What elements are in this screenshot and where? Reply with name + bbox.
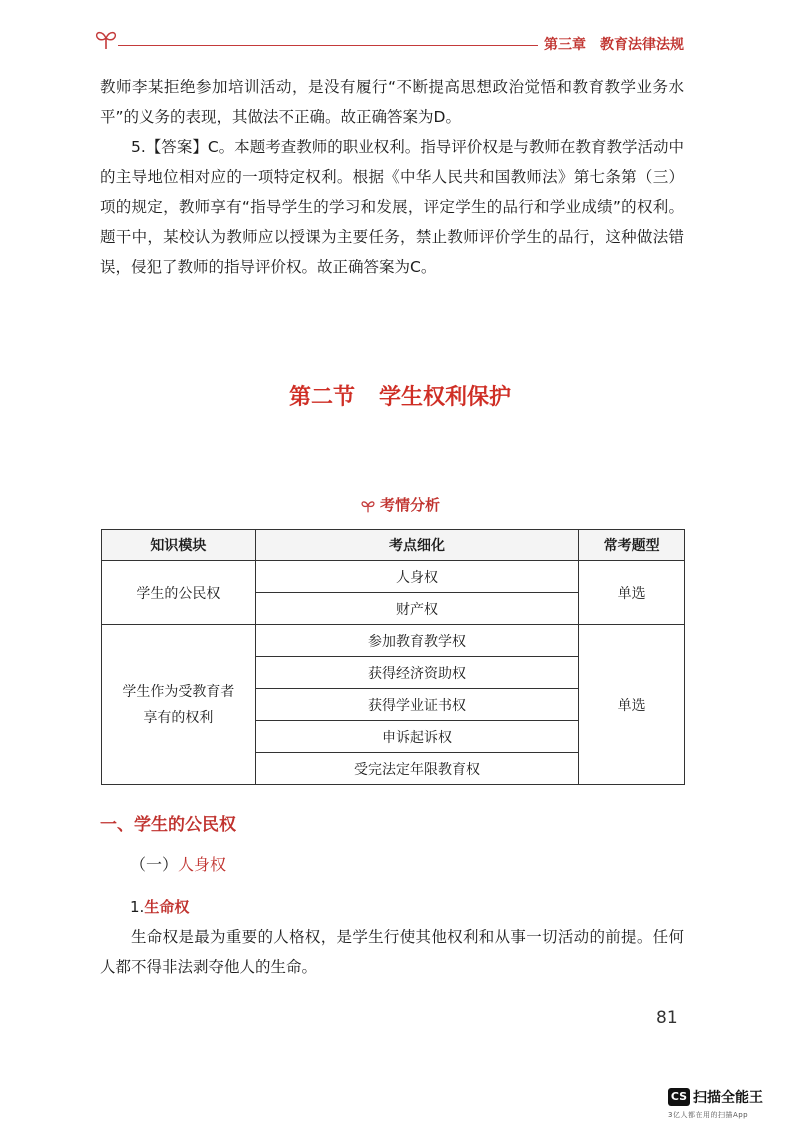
paragraph-1: 教师李某拒绝参加培训活动，是没有履行“不断提高思想政治觉悟和教育教学业务水平”的义务的表现，其做法不正确。故正确答案为D。 bbox=[100, 78, 684, 126]
module-cell: 学生的公民权 bbox=[102, 561, 256, 625]
point-cell: 受完法定年限教育权 bbox=[255, 753, 578, 785]
chapter-title: 第三章 教育法律法规 bbox=[544, 37, 684, 53]
type-cell: 单选 bbox=[579, 625, 685, 785]
paragraph-3: 生命权是最为重要的人格权，是学生行使其他权利和从事一切活动的前提。任何人都不得非法剥夺他人的生命。 bbox=[100, 928, 684, 976]
header-rule bbox=[118, 45, 538, 46]
table-row bbox=[102, 625, 685, 657]
point-cell: 人身权 bbox=[255, 561, 578, 593]
scanner-tagline: 3亿人都在用的扫描App bbox=[668, 1110, 749, 1119]
heading-level-1: 一、学生的公民权 bbox=[100, 815, 236, 835]
table-header-row bbox=[102, 530, 685, 561]
heading-number: 1. bbox=[130, 898, 145, 916]
point-cell: 参加教育教学权 bbox=[255, 625, 578, 657]
type-cell: 单选 bbox=[579, 561, 685, 625]
heading-label: 生命权 bbox=[144, 898, 190, 916]
heading-paren: （一） bbox=[130, 855, 179, 874]
page-number: 81 bbox=[656, 1008, 678, 1028]
section-name: 学生权利保护 bbox=[379, 385, 512, 410]
point-cell: 获得学业证书权 bbox=[255, 689, 578, 721]
heading-level-3 bbox=[130, 896, 189, 917]
point-cell: 获得经济资助权 bbox=[255, 657, 578, 689]
scanner-watermark bbox=[668, 1086, 788, 1120]
scanner-name: 扫描全能王 bbox=[693, 1089, 763, 1106]
sprout-icon bbox=[360, 499, 376, 513]
analysis-table bbox=[101, 529, 685, 785]
section-number: 第二节 bbox=[288, 385, 355, 410]
heading-level-2 bbox=[130, 852, 226, 875]
heading-label: 人身权 bbox=[178, 855, 227, 874]
paragraph-2: 5.【答案】C。本题考查教师的职业权利。指导评价权是与教师在教育教学活动中的主导地位相对应的一项特定权利。根据《中华人民共和国教师法》第七条第（三）项的规定，教师享有“指导学生的学习和发展，评定学生的品行和学业成绩”的权利。题干中，某校认为教师应以授课为主要任务，禁止教师评价学生的品行，这种做法错误，侵犯了教师的指导评价权。故正确答案为C。 bbox=[100, 138, 684, 276]
sprout-icon bbox=[94, 28, 118, 50]
section-title bbox=[0, 380, 800, 411]
scanner-logo-icon: CS bbox=[668, 1088, 690, 1106]
point-cell: 申诉起诉权 bbox=[255, 721, 578, 753]
table-header: 知识模块 bbox=[102, 530, 256, 561]
table-row bbox=[102, 561, 685, 593]
analysis-title: 考情分析 bbox=[379, 496, 440, 514]
point-cell: 财产权 bbox=[255, 593, 578, 625]
module-cell: 学生作为受教育者享有的权利 bbox=[102, 625, 256, 785]
table-header: 考点细化 bbox=[255, 530, 578, 561]
analysis-heading bbox=[0, 494, 800, 515]
table-header: 常考题型 bbox=[579, 530, 685, 561]
